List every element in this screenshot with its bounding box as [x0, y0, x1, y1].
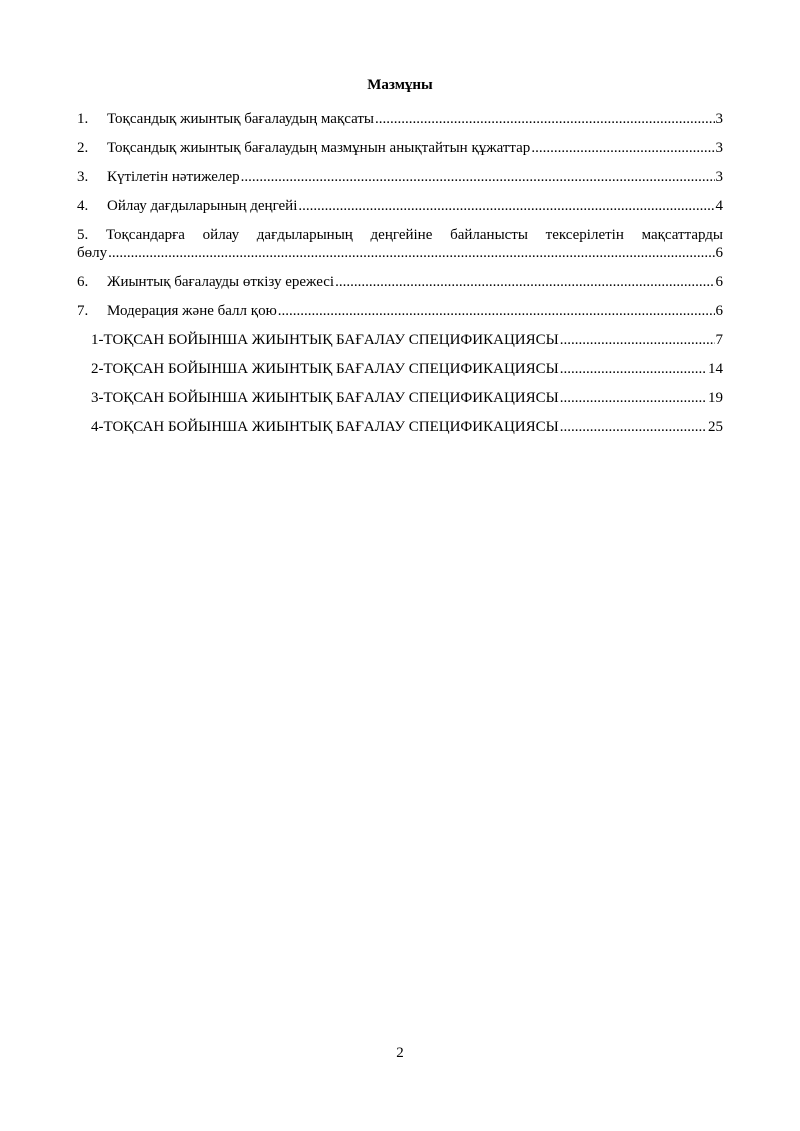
toc-entry-page: 3 — [715, 140, 723, 156]
toc-entry-text: Тоқсандық жиынтық бағалаудың мақсаты — [107, 111, 374, 127]
toc-entry-number: 1. — [77, 111, 89, 127]
toc-entry-number: 4. — [77, 198, 89, 214]
toc-entry-page: 25 — [708, 419, 723, 435]
toc-entry-text: Тоқсандық жиынтық бағалаудың мазмұнын анықтайтын құжаттар — [107, 140, 531, 156]
dot-leader — [560, 331, 715, 349]
toc-entry-number: 7. — [77, 303, 89, 319]
toc-entry-line — [77, 244, 723, 262]
toc-entry-3[interactable] — [77, 168, 723, 186]
toc-entry-text: 2-ТОҚСАН БОЙЫНША ЖИЫНТЫҚ БАҒАЛАУ СПЕЦИФИКАЦИЯСЫ — [91, 361, 559, 377]
toc-sub-entry-3[interactable] — [77, 389, 723, 407]
toc-entry-text: Тоқсандарға ойлау дағдыларының деңгейіне байланысты тексерілетін мақсаттарды — [105, 227, 723, 243]
toc-entry-number: 6. — [77, 274, 89, 290]
dot-leader — [531, 139, 714, 157]
toc-entry-page: 6 — [715, 274, 723, 290]
toc-entry-text: Жиынтық бағалауды өткізу ережесі — [107, 274, 335, 290]
toc-sub-entry-1[interactable] — [77, 331, 723, 349]
toc-entry-page: 19 — [708, 390, 723, 406]
toc-entry-7[interactable] — [77, 302, 723, 320]
toc-entry-text: бөлу — [77, 245, 108, 261]
toc-entry-number: 3. — [77, 169, 89, 185]
toc-entry-1[interactable] — [77, 110, 723, 128]
dot-leader — [560, 418, 707, 436]
toc-entry-line — [77, 226, 723, 244]
page-number: 2 — [396, 1045, 404, 1061]
toc-entry-number: 2. — [77, 140, 89, 156]
toc-entry-page: 6 — [715, 245, 723, 261]
toc-sub-entry-2[interactable] — [77, 360, 723, 378]
dot-leader — [108, 244, 714, 262]
toc-entry-page: 14 — [708, 361, 723, 377]
dot-leader — [241, 168, 715, 186]
toc-entry-page: 3 — [715, 169, 723, 185]
dot-leader — [375, 110, 715, 128]
dot-leader — [560, 360, 707, 378]
toc-entry-text: 3-ТОҚСАН БОЙЫНША ЖИЫНТЫҚ БАҒАЛАУ СПЕЦИФИКАЦИЯСЫ — [91, 390, 559, 406]
toc-entry-4[interactable] — [77, 197, 723, 215]
toc-entry-text: Күтілетін нәтижелер — [107, 169, 240, 185]
toc-title: Мазмұны — [367, 77, 433, 93]
toc-entry-page: 4 — [715, 198, 723, 214]
toc-entry-page: 3 — [715, 111, 723, 127]
toc-entry-text: 1-ТОҚСАН БОЙЫНША ЖИЫНТЫҚ БАҒАЛАУ СПЕЦИФИКАЦИЯСЫ — [91, 332, 559, 348]
toc-entry-text: Ойлау дағдыларының деңгейі — [107, 198, 298, 214]
toc-entry-text: Модерация және балл қою — [107, 303, 277, 319]
toc-entry-5[interactable] — [77, 226, 723, 262]
dot-leader — [335, 273, 714, 291]
toc-entry-number: 5. — [77, 227, 89, 243]
dot-leader — [560, 389, 707, 407]
toc-entry-text: 4-ТОҚСАН БОЙЫНША ЖИЫНТЫҚ БАҒАЛАУ СПЕЦИФИКАЦИЯСЫ — [91, 419, 559, 435]
toc-entry-6[interactable] — [77, 273, 723, 291]
table-of-contents — [77, 110, 723, 436]
toc-entry-page: 6 — [715, 303, 723, 319]
toc-sub-entry-4[interactable] — [77, 418, 723, 436]
toc-entry-page: 7 — [715, 332, 723, 348]
dot-leader — [298, 197, 714, 215]
toc-entry-2[interactable] — [77, 139, 723, 157]
dot-leader — [278, 302, 715, 320]
